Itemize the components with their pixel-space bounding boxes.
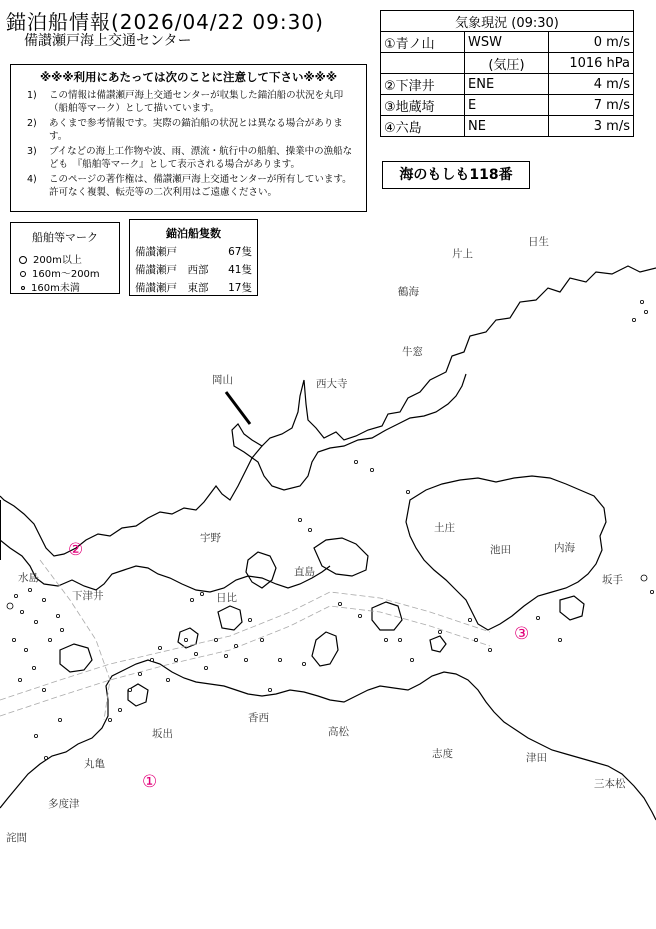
- notice-item-text: このページの著作権は、備讃瀬戸海上交通センターが所有しています。許可なく複製、転売等の二次利用はご遠慮ください。: [49, 174, 352, 198]
- weather-direction: ENE: [465, 74, 549, 95]
- weather-station: ②下津井: [381, 74, 465, 95]
- weather-panel: [380, 10, 634, 137]
- notice-item: [11, 146, 358, 171]
- notice-item: [11, 174, 358, 199]
- circle-small-icon: [21, 286, 25, 290]
- vessel-mark: [354, 460, 357, 463]
- weather-direction: NE: [465, 116, 549, 137]
- vessel-mark: [338, 602, 341, 605]
- count-value: 41隻: [228, 264, 252, 276]
- vessel-mark: [24, 648, 27, 651]
- vessel-mark: [12, 638, 15, 641]
- vessel-mark: [158, 646, 161, 649]
- weather-station: ④六島: [381, 116, 465, 137]
- vessel-mark: [308, 528, 311, 531]
- weather-row: [381, 32, 634, 53]
- page-title: 錨泊船情報(2026/04/22 09:30): [6, 10, 324, 34]
- vessel-mark: [302, 662, 305, 665]
- circle-large-icon: [19, 256, 27, 264]
- weather-table: [380, 10, 634, 137]
- place-label-uno: 宇野: [200, 532, 221, 544]
- count-value: 67隻: [228, 246, 252, 258]
- place-label-tsurumi: 鶴海: [398, 286, 419, 298]
- place-label-sakate: 坂手: [602, 574, 623, 586]
- circle-medium-icon: [20, 271, 26, 277]
- legend-item-medium: [19, 265, 100, 280]
- vessel-mark: [28, 588, 31, 591]
- vessel-mark: [42, 598, 45, 601]
- vessel-mark: [278, 658, 281, 661]
- vessel-mark: [644, 310, 647, 313]
- vessel-mark: [174, 658, 177, 661]
- notice-item-number: 4): [27, 174, 37, 185]
- place-label-sakaide: 坂出: [152, 728, 173, 740]
- vessel-mark: [384, 638, 387, 641]
- place-label-shimotsui: 下津井: [72, 590, 104, 602]
- usage-notice: [10, 64, 367, 212]
- legend-item-large: [19, 251, 82, 266]
- vessel-mark: [260, 638, 263, 641]
- emergency-number-badge: 海のもしも118番: [382, 161, 530, 189]
- count-row: [135, 262, 252, 277]
- place-label-mizushima: 水島: [18, 572, 39, 584]
- vessel-mark: [536, 616, 539, 619]
- place-label-saidaiji: 西大寺: [316, 378, 348, 390]
- vessel-mark: [641, 575, 647, 581]
- place-label-hibi: 日比: [216, 592, 237, 604]
- station-marker-1: ①: [142, 772, 158, 792]
- place-label-ushimado: 牛窓: [402, 346, 423, 358]
- vessel-mark: [48, 638, 51, 641]
- vessel-mark: [7, 603, 13, 609]
- count-area: 備讃瀬戸 東部: [135, 282, 209, 294]
- vessel-mark: [398, 638, 401, 641]
- vessel-mark: [34, 734, 37, 737]
- legend-label: 160m～200m: [32, 269, 100, 280]
- vessel-mark: [166, 678, 169, 681]
- legend-item-small: [19, 279, 80, 294]
- weather-value: 7 m/s: [549, 95, 634, 116]
- weather-value: 4 m/s: [549, 74, 634, 95]
- count-area: 備讃瀬戸: [135, 246, 177, 258]
- legend-title: 船舶等マーク: [32, 231, 98, 244]
- vessel-mark: [204, 666, 207, 669]
- vessel-mark: [244, 658, 247, 661]
- notice-item-number: 2): [27, 118, 37, 129]
- vessel-mark: [268, 688, 271, 691]
- place-label-hinase: 日生: [528, 236, 549, 248]
- count-row: [135, 244, 252, 259]
- vessel-mark: [468, 618, 471, 621]
- weather-station: [381, 53, 465, 74]
- place-label-katakami: 片上: [452, 248, 473, 260]
- place-label-tsuda: 津田: [526, 752, 547, 764]
- vessel-mark: [32, 666, 35, 669]
- place-label-uchinomi: 内海: [554, 542, 575, 554]
- weather-row: [381, 74, 634, 95]
- weather-value: 0 m/s: [549, 32, 634, 53]
- vessel-mark: [200, 592, 203, 595]
- vessel-mark: [298, 518, 301, 521]
- vessel-mark: [44, 756, 47, 759]
- count-value: 17隻: [228, 282, 252, 294]
- count-area: 備讃瀬戸 西部: [135, 264, 209, 276]
- vessel-mark: [60, 628, 63, 631]
- vessel-mark-legend: [10, 222, 120, 294]
- place-label-shido: 志度: [432, 748, 453, 760]
- vessel-mark: [474, 638, 477, 641]
- vessel-mark: [224, 654, 227, 657]
- notice-item: [11, 90, 358, 115]
- vessel-mark: [190, 598, 193, 601]
- vessel-mark: [34, 620, 37, 623]
- vessel-mark: [370, 468, 373, 471]
- weather-row: [381, 53, 634, 74]
- place-label-marugame: 丸亀: [84, 758, 105, 770]
- legend-label: 160m未満: [31, 283, 80, 294]
- vessel-mark: [214, 638, 217, 641]
- counts-title: 錨泊船隻数: [166, 227, 221, 240]
- vessel-mark: [640, 300, 643, 303]
- notice-item-number: 3): [27, 146, 37, 157]
- vessel-mark: [234, 644, 237, 647]
- vessel-mark: [438, 630, 441, 633]
- vessel-mark: [650, 590, 653, 593]
- place-label-takamatsu: 高松: [328, 726, 349, 738]
- weather-station: ③地蔵埼: [381, 95, 465, 116]
- station-marker-3: ③: [514, 624, 530, 644]
- weather-row: [381, 116, 634, 137]
- vessel-mark: [108, 718, 111, 721]
- place-label-takuma: 詫間: [6, 832, 27, 844]
- place-label-sanbonmatsu: 三本松: [594, 778, 626, 790]
- vessel-mark: [118, 708, 121, 711]
- weather-station: ①青ノ山: [381, 32, 465, 53]
- vessel-mark: [18, 678, 21, 681]
- place-label-okayama: 岡山: [212, 374, 233, 386]
- vessel-mark: [248, 618, 251, 621]
- vessel-mark: [406, 490, 409, 493]
- vessel-mark: [632, 318, 635, 321]
- notice-item-number: 1): [27, 90, 37, 101]
- place-label-ikeda: 池田: [490, 544, 511, 556]
- vessel-mark: [184, 638, 187, 641]
- vessel-mark: [488, 648, 491, 651]
- vessel-mark: [14, 594, 17, 597]
- place-label-tadotsu: 多度津: [48, 798, 80, 810]
- weather-value: 3 m/s: [549, 116, 634, 137]
- notice-heading: ※※※利用にあたっては次のことに注意して下さい※※※: [39, 70, 338, 84]
- notice-item-text: ブイなどの海上工作物や波、雨、漂流・航行中の船舶、操業中の漁船なども 『船舶等マーク』として表示される場合があります。: [49, 146, 353, 170]
- legend-label: 200m以上: [33, 255, 82, 266]
- anchored-vessel-counts: [129, 219, 258, 296]
- count-row: [135, 280, 252, 295]
- place-label-naoshima: 直島: [294, 566, 315, 578]
- vessel-mark: [128, 688, 131, 691]
- place-label-kozai: 香西: [248, 712, 269, 724]
- place-label-tonosho: 土庄: [434, 522, 455, 534]
- vessel-mark: [42, 688, 45, 691]
- vessel-mark: [150, 658, 153, 661]
- vessel-mark: [56, 614, 59, 617]
- notice-item: [11, 118, 358, 143]
- vessel-mark: [138, 672, 141, 675]
- weather-direction: E: [465, 95, 549, 116]
- weather-direction: WSW: [465, 32, 549, 53]
- vessel-mark: [20, 610, 23, 613]
- vessel-mark: [558, 638, 561, 641]
- notice-item-text: この情報は備讃瀬戸海上交通センターが収集した錨泊船の状況を丸印（船舶等マーク）として描いています。: [49, 90, 344, 114]
- weather-direction: (気圧): [465, 53, 549, 74]
- weather-row: [381, 95, 634, 116]
- vessel-mark: [410, 658, 413, 661]
- vessel-mark: [58, 718, 61, 721]
- notice-list: [11, 87, 366, 199]
- weather-value: 1016 hPa: [549, 53, 634, 74]
- station-marker-2: ②: [68, 540, 84, 560]
- weather-title: 気象現況 (09:30): [381, 11, 634, 32]
- vessel-mark: [194, 652, 197, 655]
- vessel-mark: [358, 614, 361, 617]
- notice-item-text: あくまで参考情報です。実際の錨泊船の状況とは異なる場合があります。: [49, 118, 343, 142]
- page-subtitle: 備讃瀬戸海上交通センター: [24, 33, 192, 49]
